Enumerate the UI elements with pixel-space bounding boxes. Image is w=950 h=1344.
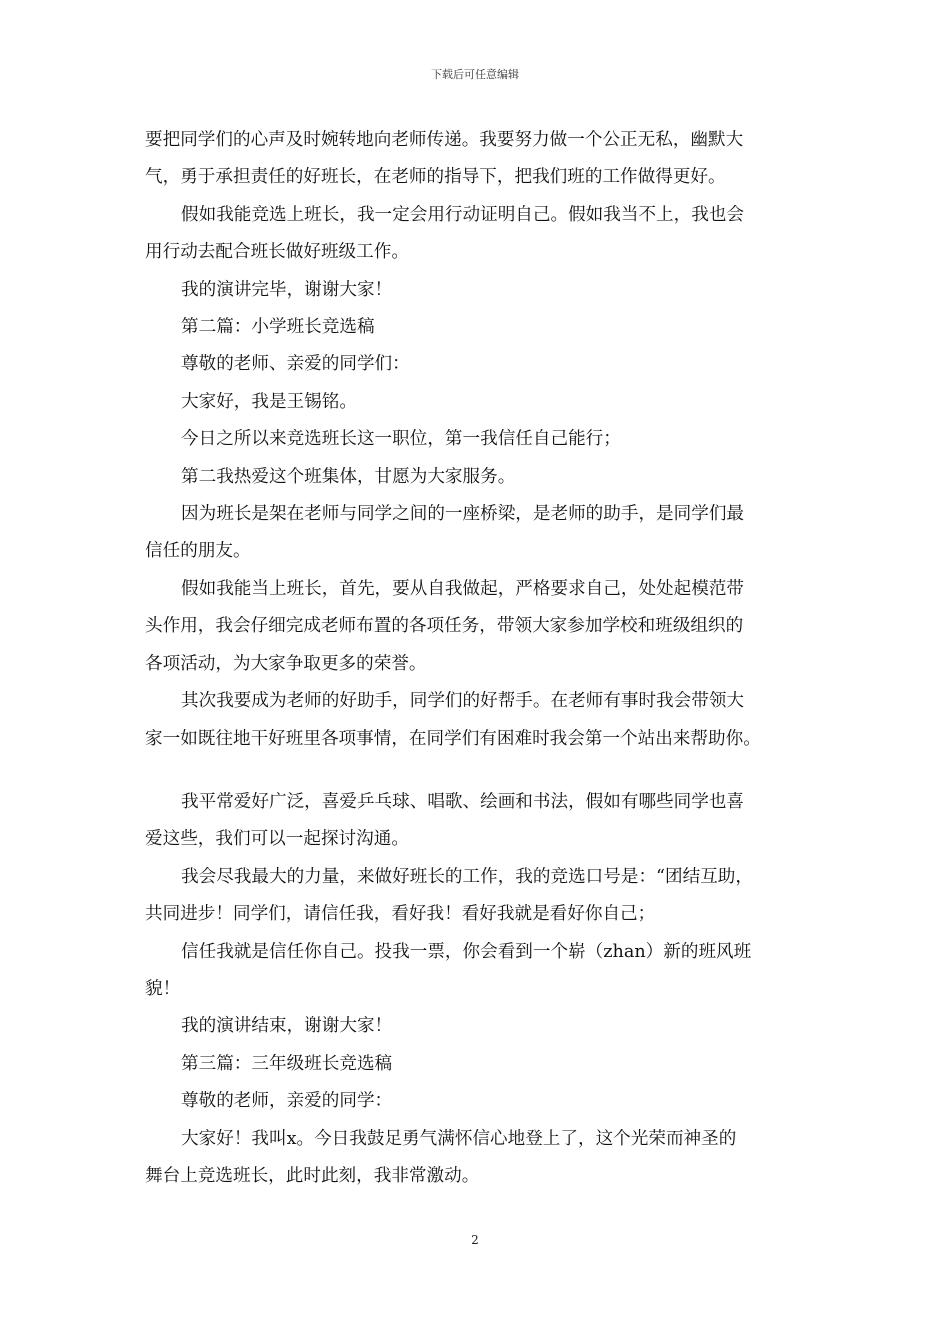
- text-line: 共同进步！同学们，请信任我，看好我！看好我就是看好你自己；: [145, 904, 656, 925]
- text-line: 信任的朋友。: [145, 541, 251, 562]
- text-line: 气，勇于承担责任的好班长，在老师的指导下，把我们班的工作做得更好。: [145, 167, 726, 188]
- text-line: 我平常爱好广泛，喜爱乒乓球、唱歌、绘画和书法，假如有哪些同学也喜: [181, 791, 745, 812]
- text-line: 今日之所以来竞选班长这一职位，第一我信任自己能行；: [181, 429, 621, 450]
- page-number: 2: [471, 1233, 479, 1247]
- text-line: 大家好，我是王锡铭。: [181, 391, 357, 412]
- text-line: 信任我就是信任你自己。投我一票，你会看到一个崭（zhan）新的班风班: [181, 941, 752, 962]
- text-line: 爱这些，我们可以一起探讨沟通。: [145, 829, 409, 850]
- text-line: 家一如既往地干好班里各项事情，在同学们有困难时我会第一个站出来帮助你。: [145, 728, 761, 749]
- text-line: 第三篇：三年级班长竞选稿: [181, 1053, 393, 1074]
- text-line: 尊敬的老师、亲爱的同学们：: [181, 354, 410, 375]
- text-line: 其次我要成为老师的好助手，同学们的好帮手。在老师有事时我会带领大: [181, 691, 745, 712]
- text-line: 舞台上竞选班长，此时此刻，我非常激动。: [145, 1165, 480, 1186]
- document-body: [145, 122, 817, 1195]
- text-line: 貌！: [145, 978, 181, 999]
- text-line: 我的演讲完毕，谢谢大家！: [181, 279, 393, 300]
- text-line: 尊敬的老师，亲爱的同学：: [181, 1091, 393, 1112]
- text-line: 头作用，我会仔细完成老师布置的各项任务，带领大家参加学校和班级组织的: [145, 616, 744, 637]
- text-line: 我会尽我最大的力量，来做好班长的工作，我的竞选口号是：“团结互助，: [181, 866, 753, 887]
- text-line: 假如我能竞选上班长，我一定会用行动证明自己。假如我当不上，我也会: [181, 204, 745, 225]
- page-header: 下载后可任意编辑: [431, 68, 519, 81]
- text-line: 各项活动，为大家争取更多的荣誉。: [145, 653, 427, 674]
- text-line: 因为班长是架在老师与同学之间的一座桥梁，是老师的助手，是同学们最: [181, 504, 745, 525]
- text-line: 第二我热爱这个班集体，甘愿为大家服务。: [181, 466, 516, 487]
- text-line: 第二篇：小学班长竞选稿: [181, 317, 375, 338]
- text-line: 大家好！我叫x。今日我鼓足勇气满怀信心地登上了，这个光荣而神圣的: [181, 1128, 737, 1149]
- text-line: 我的演讲结束，谢谢大家！: [181, 1016, 393, 1037]
- text-line: 假如我能当上班长，首先，要从自我做起，严格要求自己，处处起模范带: [181, 578, 745, 599]
- text-line: 要把同学们的心声及时婉转地向老师传递。我要努力做一个公正无私，幽默大: [145, 130, 744, 150]
- text-line: 用行动去配合班长做好班级工作。: [145, 242, 409, 263]
